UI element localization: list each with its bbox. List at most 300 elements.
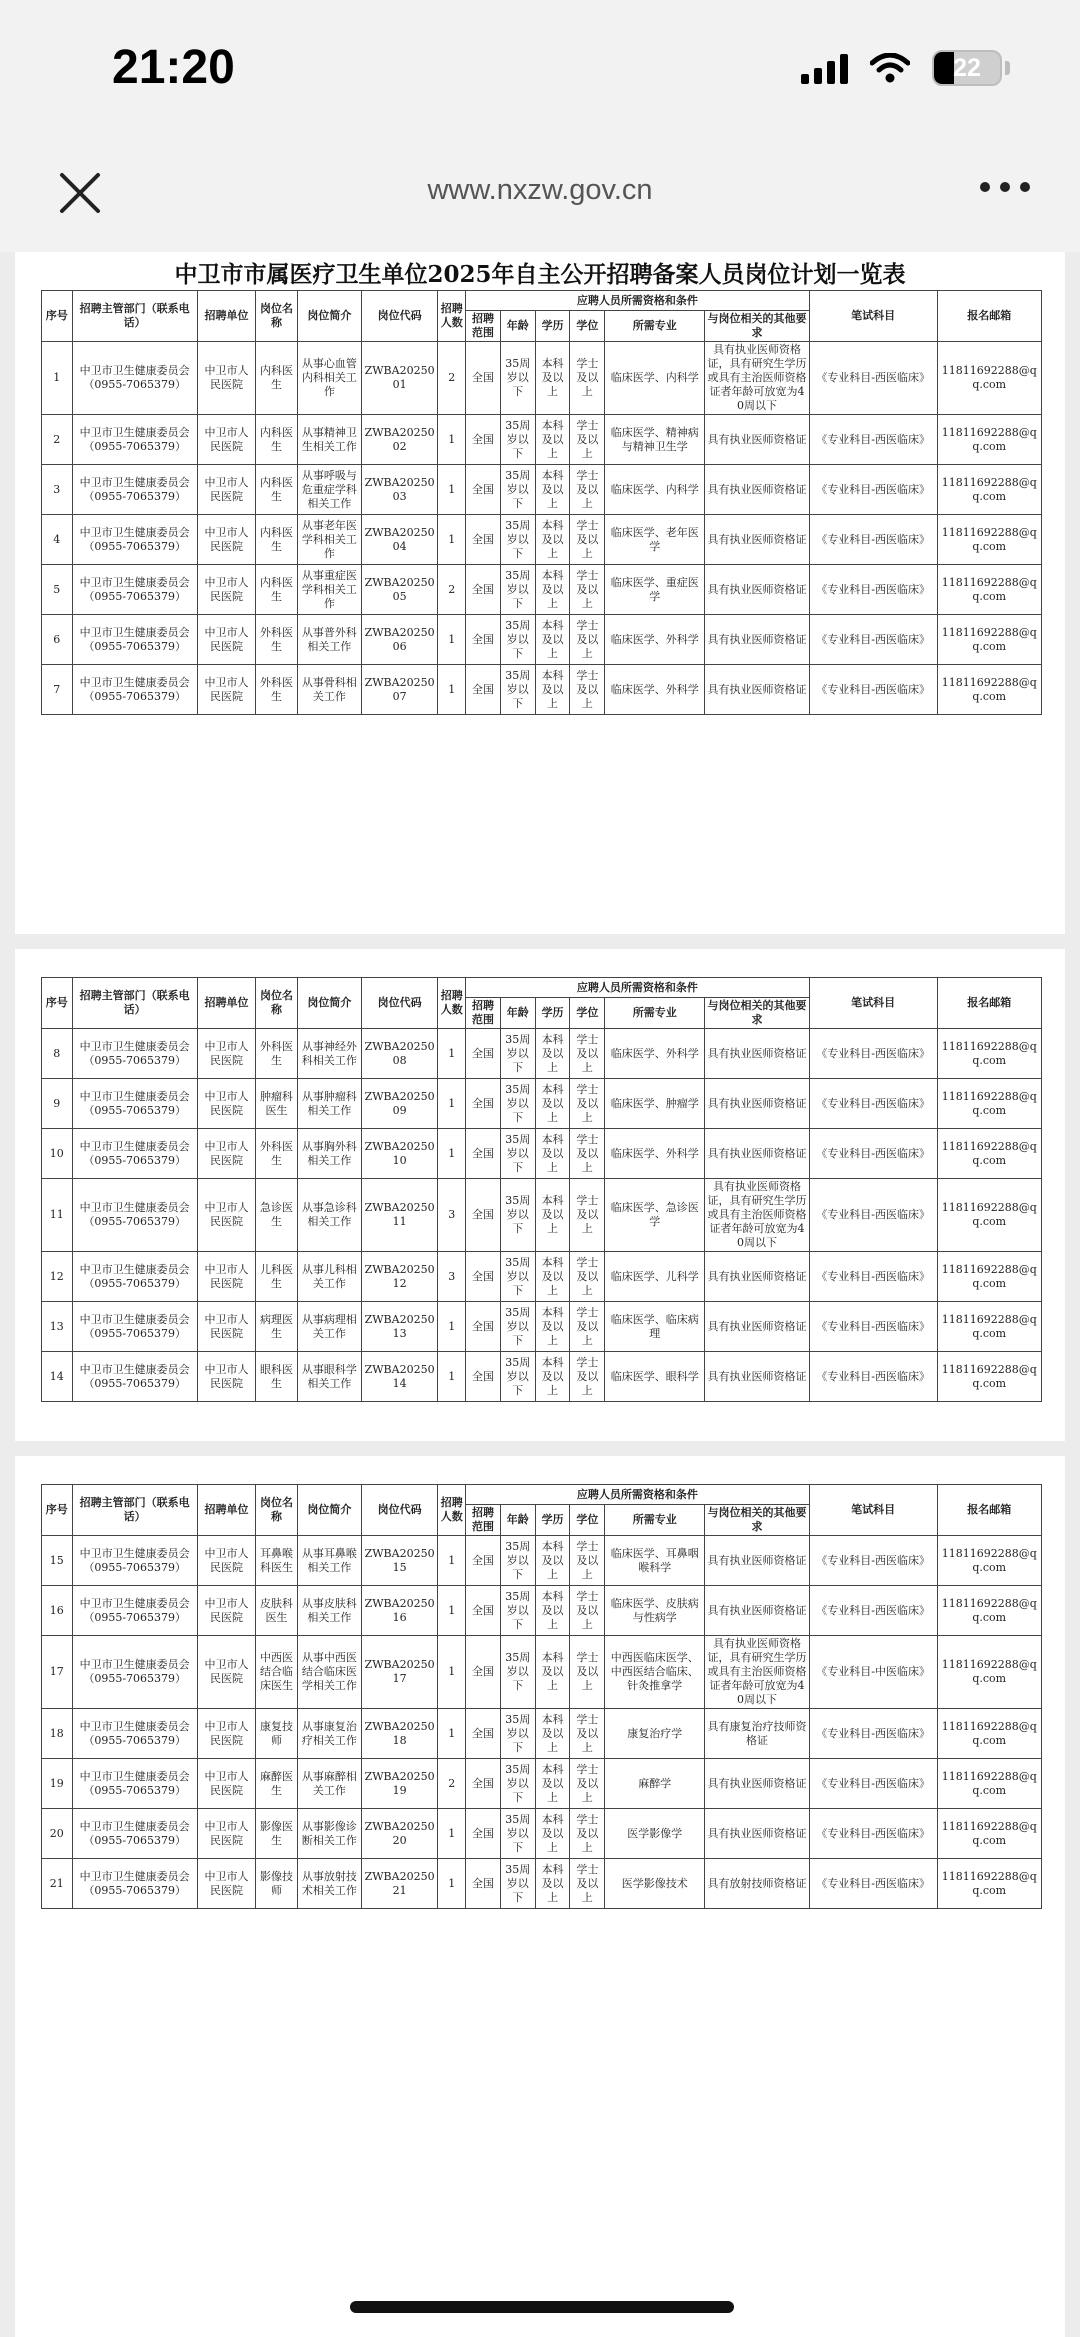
cell-dept: 中卫市卫生健康委员会（0955-7065379） — [72, 1179, 197, 1252]
cell-email: 11811692288@qq.com — [937, 1029, 1041, 1079]
document-title: 中卫市市属医疗卫生单位2025年自主公开招聘备案人员岗位计划一览表 — [174, 261, 906, 288]
column-header-conditions: 应聘人员所需资格和条件 — [466, 978, 809, 998]
cell-degree: 学士及以上 — [570, 515, 605, 565]
cell-unit: 中卫市人民医院 — [197, 565, 255, 615]
cell-post-name: 耳鼻喉科医生 — [256, 1536, 298, 1586]
cell-unit: 中卫市人民医院 — [197, 1709, 255, 1759]
cell-scope: 全国 — [466, 1352, 501, 1402]
cell-age: 35周岁以下 — [500, 342, 535, 415]
cell-edu: 本科及以上 — [535, 1252, 570, 1302]
cell-seq: 15 — [42, 1536, 73, 1586]
cell-post-desc: 从事呼吸与危重症学科相关工作 — [297, 465, 361, 515]
cell-exam: 《专业科目-西医临床》 — [809, 1079, 937, 1129]
table-row — [42, 342, 1042, 415]
cell-count: 1 — [438, 1302, 466, 1352]
table-row — [42, 1179, 1042, 1252]
cell-post-code: ZWBA2025016 — [361, 1586, 437, 1636]
column-header-post-code: 岗位代码 — [361, 1485, 437, 1536]
cell-post-name: 影像技师 — [256, 1859, 298, 1909]
cell-post-name: 外科医生 — [256, 665, 298, 715]
cell-edu: 本科及以上 — [535, 1636, 570, 1709]
cell-post-name: 肿瘤科医生 — [256, 1079, 298, 1129]
cell-post-desc: 从事病理相关工作 — [297, 1302, 361, 1352]
cell-degree: 学士及以上 — [570, 1709, 605, 1759]
cell-unit: 中卫市人民医院 — [197, 1029, 255, 1079]
column-header-unit: 招聘单位 — [197, 291, 255, 342]
home-indicator[interactable] — [350, 2301, 734, 2313]
cell-exam: 《专业科目-西医临床》 — [809, 465, 937, 515]
cell-degree: 学士及以上 — [570, 1536, 605, 1586]
cell-unit: 中卫市人民医院 — [197, 1536, 255, 1586]
cell-exam: 《专业科目-西医临床》 — [809, 1759, 937, 1809]
cell-post-desc: 从事骨科相关工作 — [297, 665, 361, 715]
document-viewer[interactable] — [0, 252, 1080, 2337]
column-header-other: 与岗位相关的其他要求 — [705, 311, 809, 342]
cell-email: 11811692288@qq.com — [937, 615, 1041, 665]
column-header-conditions: 应聘人员所需资格和条件 — [466, 291, 809, 311]
table-row — [42, 1859, 1042, 1909]
cell-other: 具有执业医师资格证 — [705, 1586, 809, 1636]
cell-scope: 全国 — [466, 465, 501, 515]
cell-seq: 13 — [42, 1302, 73, 1352]
battery-level: 22 — [953, 54, 981, 82]
cell-edu: 本科及以上 — [535, 1809, 570, 1859]
column-header-scope: 招聘范围 — [466, 311, 501, 342]
cell-email: 11811692288@qq.com — [937, 1709, 1041, 1759]
cell-other: 具有执业医师资格证 — [705, 515, 809, 565]
cell-seq: 9 — [42, 1079, 73, 1129]
cell-post-code: ZWBA2025005 — [361, 565, 437, 615]
cell-exam: 《专业科目-西医临床》 — [809, 1536, 937, 1586]
column-header-age: 年龄 — [500, 998, 535, 1029]
cell-major: 临床医学、内科学 — [605, 465, 705, 515]
cell-degree: 学士及以上 — [570, 565, 605, 615]
cell-age: 35周岁以下 — [500, 1079, 535, 1129]
cell-post-desc: 从事普外科相关工作 — [297, 615, 361, 665]
more-dots-icon — [980, 182, 990, 192]
cell-post-code: ZWBA2025012 — [361, 1252, 437, 1302]
cell-seq: 10 — [42, 1129, 73, 1179]
cell-unit: 中卫市人民医院 — [197, 1809, 255, 1859]
cell-post-code: ZWBA2025010 — [361, 1129, 437, 1179]
column-header-major: 所需专业 — [605, 311, 705, 342]
cell-post-desc: 从事精神卫生相关工作 — [297, 415, 361, 465]
cell-degree: 学士及以上 — [570, 1352, 605, 1402]
table-row — [42, 1129, 1042, 1179]
cell-major: 临床医学、肿瘤学 — [605, 1079, 705, 1129]
cell-major: 临床医学、眼科学 — [605, 1352, 705, 1402]
cell-email: 11811692288@qq.com — [937, 1859, 1041, 1909]
cell-unit: 中卫市人民医院 — [197, 615, 255, 665]
cell-post-code: ZWBA2025015 — [361, 1536, 437, 1586]
cell-unit: 中卫市人民医院 — [197, 515, 255, 565]
cell-major: 临床医学、外科学 — [605, 1129, 705, 1179]
document-page-1 — [15, 252, 1065, 934]
cell-post-name: 病理医生 — [256, 1302, 298, 1352]
column-header-degree: 学位 — [570, 1505, 605, 1536]
cell-other: 具有执业医师资格证 — [705, 1129, 809, 1179]
cell-dept: 中卫市卫生健康委员会（0955-7065379） — [72, 1859, 197, 1909]
cell-exam: 《专业科目-西医临床》 — [809, 415, 937, 465]
cell-major: 临床医学、内科学 — [605, 342, 705, 415]
cell-post-desc: 从事眼科学相关工作 — [297, 1352, 361, 1402]
cell-dept: 中卫市卫生健康委员会（0955-7065379） — [72, 1536, 197, 1586]
cell-edu: 本科及以上 — [535, 415, 570, 465]
table-row — [42, 1759, 1042, 1809]
wifi-icon — [870, 53, 910, 83]
table-row — [42, 515, 1042, 565]
cell-exam: 《专业科目-西医临床》 — [809, 1352, 937, 1402]
cell-degree: 学士及以上 — [570, 1302, 605, 1352]
cell-major: 医学影像技术 — [605, 1859, 705, 1909]
battery-icon — [932, 50, 1002, 86]
status-time: 21:20 — [112, 41, 235, 94]
cell-edu: 本科及以上 — [535, 515, 570, 565]
url-display[interactable]: www.nxzw.gov.cn — [427, 174, 653, 206]
cell-exam: 《专业科目-西医临床》 — [809, 1179, 937, 1252]
cell-degree: 学士及以上 — [570, 465, 605, 515]
cell-scope: 全国 — [466, 415, 501, 465]
cell-email: 11811692288@qq.com — [937, 415, 1041, 465]
recruitment-table — [41, 1484, 1042, 1909]
cell-other: 具有执业医师资格证 — [705, 1079, 809, 1129]
cell-post-name: 内科医生 — [256, 465, 298, 515]
cell-exam: 《专业科目-西医临床》 — [809, 665, 937, 715]
cell-scope: 全国 — [466, 1809, 501, 1859]
cell-exam: 《专业科目-中医临床》 — [809, 1636, 937, 1709]
cell-post-desc: 从事儿科相关工作 — [297, 1252, 361, 1302]
cell-unit: 中卫市人民医院 — [197, 1636, 255, 1709]
cell-seq: 6 — [42, 615, 73, 665]
cell-age: 35周岁以下 — [500, 1302, 535, 1352]
document-page-2 — [15, 949, 1065, 1441]
cell-post-desc: 从事影像诊断相关工作 — [297, 1809, 361, 1859]
cell-unit: 中卫市人民医院 — [197, 415, 255, 465]
cell-exam: 《专业科目-西医临床》 — [809, 1029, 937, 1079]
cell-scope: 全国 — [466, 665, 501, 715]
cell-other: 具有执业医师资格证 — [705, 465, 809, 515]
more-menu-button[interactable] — [980, 182, 1030, 192]
cell-scope: 全国 — [466, 515, 501, 565]
cell-unit: 中卫市人民医院 — [197, 1179, 255, 1252]
cell-scope: 全国 — [466, 1759, 501, 1809]
cell-other: 具有执业医师资格证 — [705, 615, 809, 665]
cell-post-code: ZWBA2025007 — [361, 665, 437, 715]
cell-count: 2 — [438, 1759, 466, 1809]
cell-email: 11811692288@qq.com — [937, 1352, 1041, 1402]
column-header-edu: 学历 — [535, 998, 570, 1029]
column-header-post-desc: 岗位简介 — [297, 978, 361, 1029]
cell-exam: 《专业科目-西医临床》 — [809, 1859, 937, 1909]
cell-count: 1 — [438, 665, 466, 715]
cell-seq: 20 — [42, 1809, 73, 1859]
cell-edu: 本科及以上 — [535, 1029, 570, 1079]
cell-post-code: ZWBA2025020 — [361, 1809, 437, 1859]
cell-edu: 本科及以上 — [535, 1859, 570, 1909]
cell-degree: 学士及以上 — [570, 342, 605, 415]
cell-major: 临床医学、外科学 — [605, 1029, 705, 1079]
cell-seq: 2 — [42, 415, 73, 465]
cell-count: 3 — [438, 1179, 466, 1252]
cell-dept: 中卫市卫生健康委员会（0955-7065379） — [72, 1252, 197, 1302]
cell-post-name: 康复技师 — [256, 1709, 298, 1759]
cell-age: 35周岁以下 — [500, 1586, 535, 1636]
cell-post-name: 急诊医生 — [256, 1179, 298, 1252]
cell-post-name: 外科医生 — [256, 1029, 298, 1079]
cell-edu: 本科及以上 — [535, 1129, 570, 1179]
cell-unit: 中卫市人民医院 — [197, 1302, 255, 1352]
cell-major: 临床医学、皮肤病与性病学 — [605, 1586, 705, 1636]
cell-seq: 14 — [42, 1352, 73, 1402]
cell-dept: 中卫市卫生健康委员会（0955-7065379） — [72, 1079, 197, 1129]
cell-dept: 中卫市卫生健康委员会（0955-7065379） — [72, 415, 197, 465]
cell-dept: 中卫市卫生健康委员会（0955-7065379） — [72, 465, 197, 515]
cell-degree: 学士及以上 — [570, 1029, 605, 1079]
cell-other: 具有执业医师资格证，具有研究生学历或具有主治医师资格证者年龄可放宽为40周以下 — [705, 1179, 809, 1252]
column-header-scope: 招聘范围 — [466, 1505, 501, 1536]
column-header-count: 招聘人数 — [438, 978, 466, 1029]
cell-dept: 中卫市卫生健康委员会（0955-7065379） — [72, 615, 197, 665]
column-header-exam: 笔试科目 — [809, 291, 937, 342]
cell-edu: 本科及以上 — [535, 1536, 570, 1586]
cell-exam: 《专业科目-西医临床》 — [809, 1302, 937, 1352]
cell-scope: 全国 — [466, 1129, 501, 1179]
cell-dept: 中卫市卫生健康委员会（0955-7065379） — [72, 1709, 197, 1759]
cell-seq: 12 — [42, 1252, 73, 1302]
cell-dept: 中卫市卫生健康委员会（0955-7065379） — [72, 1352, 197, 1402]
column-header-email: 报名邮箱 — [937, 978, 1041, 1029]
cell-post-code: ZWBA2025021 — [361, 1859, 437, 1909]
cell-count: 1 — [438, 1809, 466, 1859]
column-header-exam: 笔试科目 — [809, 1485, 937, 1536]
cell-post-code: ZWBA2025002 — [361, 415, 437, 465]
cell-dept: 中卫市卫生健康委员会（0955-7065379） — [72, 1129, 197, 1179]
cell-post-desc: 从事神经外科相关工作 — [297, 1029, 361, 1079]
cell-count: 1 — [438, 465, 466, 515]
cell-post-code: ZWBA2025019 — [361, 1759, 437, 1809]
cell-major: 麻醉学 — [605, 1759, 705, 1809]
cell-email: 11811692288@qq.com — [937, 465, 1041, 515]
table-row — [42, 665, 1042, 715]
cell-seq: 21 — [42, 1859, 73, 1909]
cell-exam: 《专业科目-西医临床》 — [809, 1129, 937, 1179]
column-header-seq: 序号 — [42, 978, 73, 1029]
cell-major: 康复治疗学 — [605, 1709, 705, 1759]
cell-post-code: ZWBA2025008 — [361, 1029, 437, 1079]
cell-edu: 本科及以上 — [535, 615, 570, 665]
cell-scope: 全国 — [466, 1709, 501, 1759]
cell-count: 1 — [438, 1129, 466, 1179]
cell-unit: 中卫市人民医院 — [197, 665, 255, 715]
cell-post-desc: 从事康复治疗相关工作 — [297, 1709, 361, 1759]
cell-post-name: 外科医生 — [256, 615, 298, 665]
cell-other: 具有执业医师资格证 — [705, 1352, 809, 1402]
cell-degree: 学士及以上 — [570, 1079, 605, 1129]
table-row — [42, 415, 1042, 465]
cell-scope: 全国 — [466, 1179, 501, 1252]
cell-unit: 中卫市人民医院 — [197, 1352, 255, 1402]
cell-other: 具有执业医师资格证 — [705, 1536, 809, 1586]
table-row — [42, 1709, 1042, 1759]
cell-age: 35周岁以下 — [500, 1352, 535, 1402]
cell-seq: 18 — [42, 1709, 73, 1759]
table-row — [42, 1252, 1042, 1302]
cell-exam: 《专业科目-西医临床》 — [809, 615, 937, 665]
column-header-post-code: 岗位代码 — [361, 978, 437, 1029]
cell-other: 具有执业医师资格证 — [705, 565, 809, 615]
cell-edu: 本科及以上 — [535, 565, 570, 615]
cell-age: 35周岁以下 — [500, 1536, 535, 1586]
column-header-age: 年龄 — [500, 1505, 535, 1536]
cell-post-code: ZWBA2025014 — [361, 1352, 437, 1402]
cell-post-code: ZWBA2025003 — [361, 465, 437, 515]
cell-post-name: 内科医生 — [256, 565, 298, 615]
cell-major: 临床医学、精神病与精神卫生学 — [605, 415, 705, 465]
cell-count: 1 — [438, 1536, 466, 1586]
cell-degree: 学士及以上 — [570, 1636, 605, 1709]
table-row — [42, 1079, 1042, 1129]
cell-post-desc: 从事老年医学科相关工作 — [297, 515, 361, 565]
cell-post-desc: 从事胸外科相关工作 — [297, 1129, 361, 1179]
cell-dept: 中卫市卫生健康委员会（0955-7065379） — [72, 1302, 197, 1352]
cell-email: 11811692288@qq.com — [937, 342, 1041, 415]
cell-post-code: ZWBA2025018 — [361, 1709, 437, 1759]
cell-other: 具有执业医师资格证 — [705, 1809, 809, 1859]
column-header-exam: 笔试科目 — [809, 978, 937, 1029]
cell-degree: 学士及以上 — [570, 1809, 605, 1859]
column-header-major: 所需专业 — [605, 998, 705, 1029]
cell-other: 具有康复治疗技师资格证 — [705, 1709, 809, 1759]
column-header-dept: 招聘主管部门（联系电话） — [72, 291, 197, 342]
column-header-post-name: 岗位名称 — [256, 978, 298, 1029]
cell-post-desc: 从事肿瘤科相关工作 — [297, 1079, 361, 1129]
cell-post-name: 眼科医生 — [256, 1352, 298, 1402]
cell-major: 临床医学、外科学 — [605, 615, 705, 665]
column-header-email: 报名邮箱 — [937, 1485, 1041, 1536]
cell-degree: 学士及以上 — [570, 1586, 605, 1636]
cell-exam: 《专业科目-西医临床》 — [809, 1809, 937, 1859]
column-header-major: 所需专业 — [605, 1505, 705, 1536]
cell-email: 11811692288@qq.com — [937, 565, 1041, 615]
cell-age: 35周岁以下 — [500, 1809, 535, 1859]
cell-post-code: ZWBA2025004 — [361, 515, 437, 565]
cell-scope: 全国 — [466, 565, 501, 615]
cell-edu: 本科及以上 — [535, 342, 570, 415]
column-header-unit: 招聘单位 — [197, 978, 255, 1029]
cell-seq: 3 — [42, 465, 73, 515]
status-bar — [0, 0, 1080, 140]
table-row — [42, 1029, 1042, 1079]
column-header-seq: 序号 — [42, 1485, 73, 1536]
column-header-dept: 招聘主管部门（联系电话） — [72, 1485, 197, 1536]
column-header-post-name: 岗位名称 — [256, 291, 298, 342]
table-row — [42, 1352, 1042, 1402]
cell-other: 具有执业医师资格证，具有研究生学历或具有主治医师资格证者年龄可放宽为40周以下 — [705, 1636, 809, 1709]
cell-age: 35周岁以下 — [500, 1636, 535, 1709]
cell-post-name: 皮肤科医生 — [256, 1586, 298, 1636]
cell-post-name: 外科医生 — [256, 1129, 298, 1179]
cell-count: 1 — [438, 1029, 466, 1079]
cell-post-name: 内科医生 — [256, 515, 298, 565]
cell-major: 临床医学、儿科学 — [605, 1252, 705, 1302]
cell-age: 35周岁以下 — [500, 465, 535, 515]
cell-unit: 中卫市人民医院 — [197, 465, 255, 515]
table-row — [42, 565, 1042, 615]
column-header-other: 与岗位相关的其他要求 — [705, 1505, 809, 1536]
cell-age: 35周岁以下 — [500, 565, 535, 615]
cell-unit: 中卫市人民医院 — [197, 1859, 255, 1909]
cell-degree: 学士及以上 — [570, 1129, 605, 1179]
table-row — [42, 1302, 1042, 1352]
cell-unit: 中卫市人民医院 — [197, 1252, 255, 1302]
cell-dept: 中卫市卫生健康委员会（0955-7065379） — [72, 665, 197, 715]
cell-post-desc: 从事心血管内科相关工作 — [297, 342, 361, 415]
cell-edu: 本科及以上 — [535, 1079, 570, 1129]
cell-unit: 中卫市人民医院 — [197, 1129, 255, 1179]
cell-email: 11811692288@qq.com — [937, 1302, 1041, 1352]
cell-scope: 全国 — [466, 1079, 501, 1129]
cell-post-name: 内科医生 — [256, 342, 298, 415]
cell-seq: 4 — [42, 515, 73, 565]
column-header-degree: 学位 — [570, 998, 605, 1029]
cell-post-name: 中西医结合临床医生 — [256, 1636, 298, 1709]
cell-age: 35周岁以下 — [500, 1029, 535, 1079]
column-header-other: 与岗位相关的其他要求 — [705, 998, 809, 1029]
cell-post-desc: 从事皮肤科相关工作 — [297, 1586, 361, 1636]
cell-degree: 学士及以上 — [570, 415, 605, 465]
column-header-seq: 序号 — [42, 291, 73, 342]
cell-count: 1 — [438, 1586, 466, 1636]
cell-major: 临床医学、老年医学 — [605, 515, 705, 565]
cell-unit: 中卫市人民医院 — [197, 342, 255, 415]
cell-post-desc: 从事放射技术相关工作 — [297, 1859, 361, 1909]
column-header-degree: 学位 — [570, 311, 605, 342]
cell-count: 1 — [438, 1636, 466, 1709]
cell-scope: 全国 — [466, 1636, 501, 1709]
cell-email: 11811692288@qq.com — [937, 665, 1041, 715]
column-header-post-code: 岗位代码 — [361, 291, 437, 342]
cell-edu: 本科及以上 — [535, 1586, 570, 1636]
cell-other: 具有执业医师资格证 — [705, 665, 809, 715]
cell-dept: 中卫市卫生健康委员会（0955-7065379） — [72, 1636, 197, 1709]
cell-other: 具有执业医师资格证 — [705, 1029, 809, 1079]
status-icons — [801, 50, 1010, 86]
table-row — [42, 615, 1042, 665]
cell-count: 2 — [438, 565, 466, 615]
recruitment-table — [41, 290, 1042, 715]
cell-edu: 本科及以上 — [535, 1302, 570, 1352]
cell-count: 1 — [438, 515, 466, 565]
cell-post-code: ZWBA2025009 — [361, 1079, 437, 1129]
cell-post-code: ZWBA2025017 — [361, 1636, 437, 1709]
cell-other: 具有执业医师资格证，具有研究生学历或具有主治医师资格证者年龄可放宽为40周以下 — [705, 342, 809, 415]
cell-email: 11811692288@qq.com — [937, 1759, 1041, 1809]
cell-count: 1 — [438, 415, 466, 465]
column-header-email: 报名邮箱 — [937, 291, 1041, 342]
cell-exam: 《专业科目-西医临床》 — [809, 342, 937, 415]
cell-seq: 19 — [42, 1759, 73, 1809]
cell-post-code: ZWBA2025013 — [361, 1302, 437, 1352]
cell-seq: 1 — [42, 342, 73, 415]
cell-scope: 全国 — [466, 1029, 501, 1079]
cell-dept: 中卫市卫生健康委员会（0955-7065379） — [72, 1759, 197, 1809]
cell-degree: 学士及以上 — [570, 1859, 605, 1909]
cell-email: 11811692288@qq.com — [937, 1636, 1041, 1709]
cell-age: 35周岁以下 — [500, 1252, 535, 1302]
cell-email: 11811692288@qq.com — [937, 1809, 1041, 1859]
table-row — [42, 1809, 1042, 1859]
cell-age: 35周岁以下 — [500, 1759, 535, 1809]
